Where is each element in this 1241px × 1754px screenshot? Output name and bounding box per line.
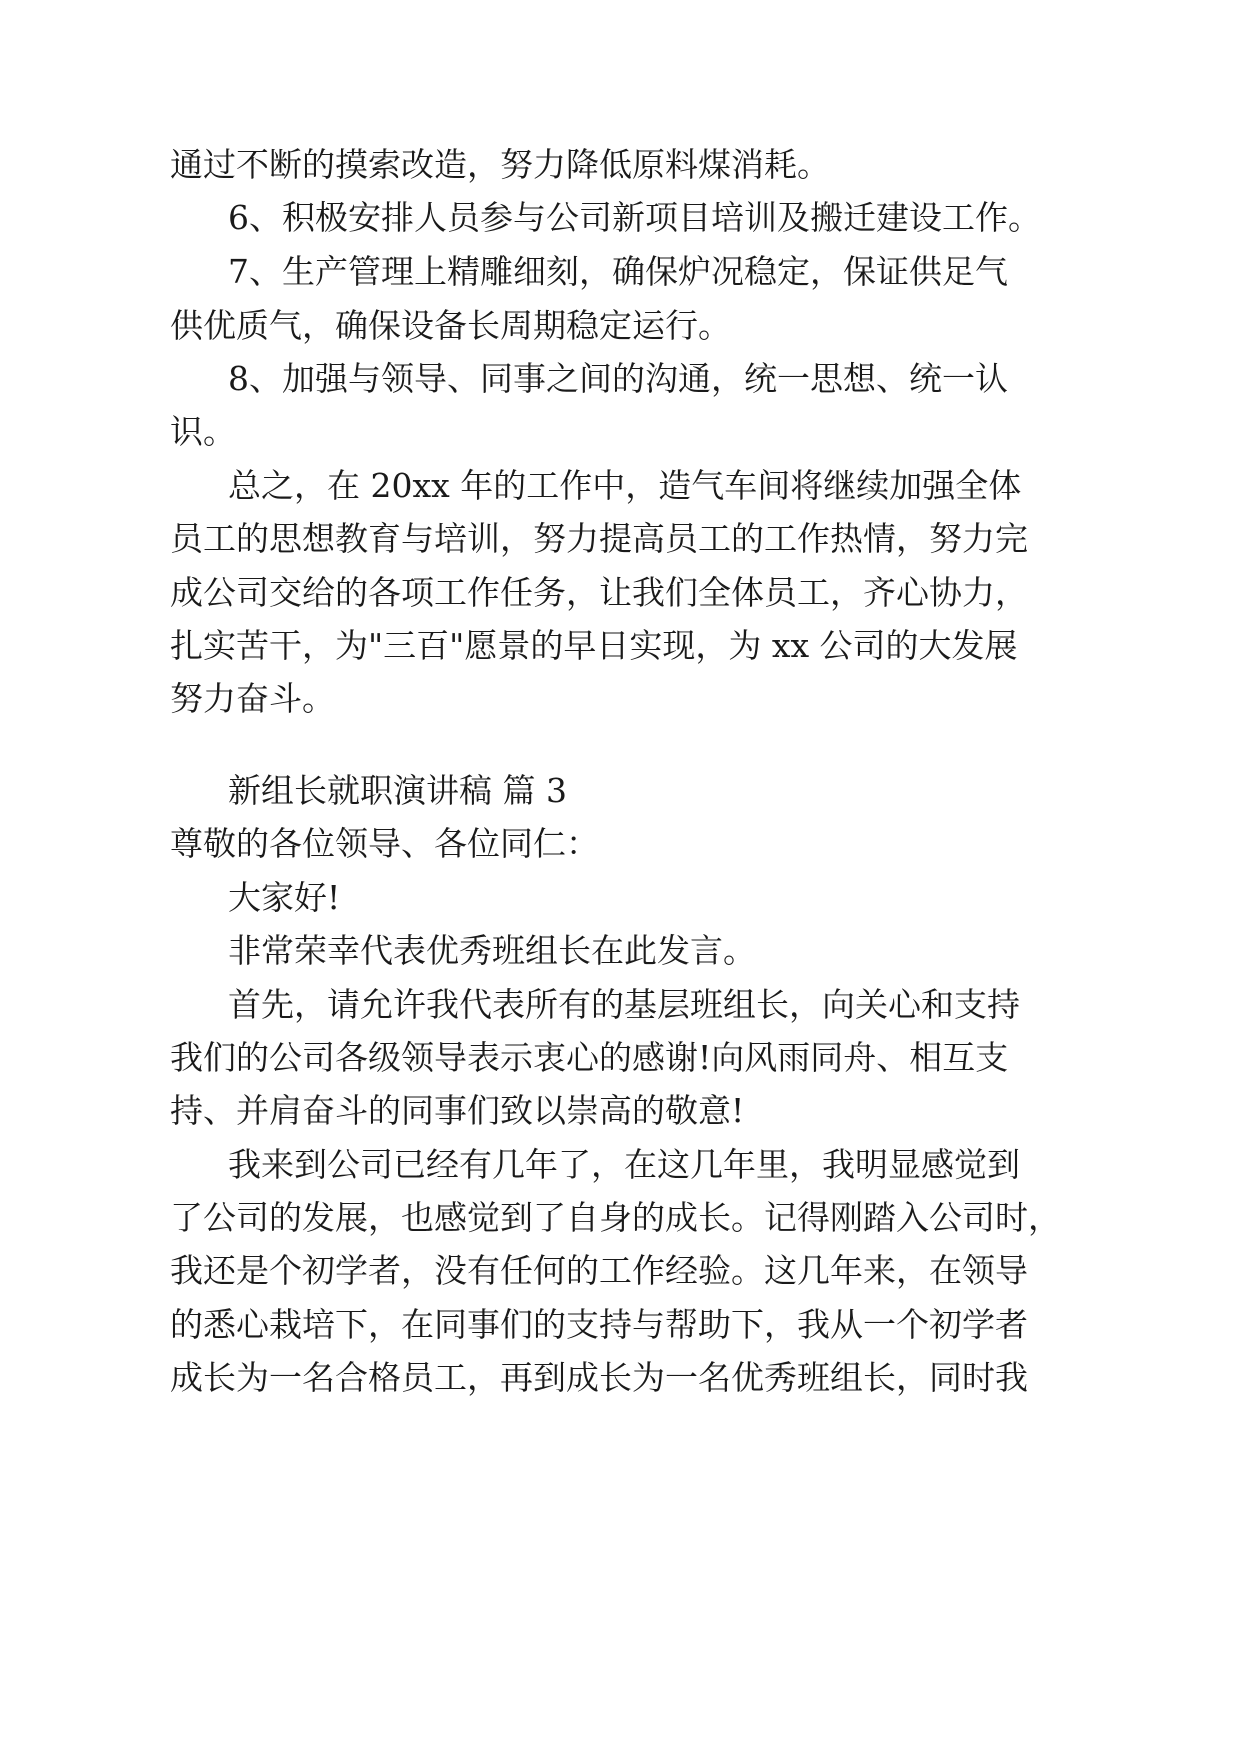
text-line: 了公司的发展，也感觉到了自身的成长。记得刚踏入公司时，: [170, 1198, 1061, 1237]
text-line: 成公司交给的各项工作任务，让我们全体员工，齐心协力，: [170, 573, 1028, 612]
section-heading: 新组长就职演讲稿 篇 3: [228, 771, 567, 810]
text-line: 努力奋斗。: [170, 679, 335, 718]
text-line: 大家好!: [228, 878, 341, 917]
text-line: 的悉心栽培下，在同事们的支持与帮助下，我从一个初学者: [170, 1305, 1028, 1344]
text-line: 成长为一名合格员工，再到成长为一名优秀班组长，同时我: [170, 1358, 1028, 1397]
text-line: 持、并肩奋斗的同事们致以崇高的敬意!: [170, 1091, 745, 1130]
text-line: 我还是个初学者，没有任何的工作经验。这几年来，在领导: [170, 1251, 1028, 1290]
text-line: 识。: [170, 412, 236, 451]
text-line: 员工的思想教育与培训，努力提高员工的工作热情，努力完: [170, 519, 1028, 558]
text-line: 我们的公司各级领导表示衷心的感谢!向风雨同舟、相互支: [170, 1038, 1009, 1077]
text-line: 通过不断的摸索改造，努力降低原料煤消耗。: [170, 145, 830, 184]
text-line: 8、加强与领导、同事之间的沟通，统一思想、统一认: [228, 359, 1008, 398]
salutation: 尊敬的各位领导、各位同仁：: [170, 824, 599, 863]
text-line: 6、积极安排人员参与公司新项目培训及搬迁建设工作。: [228, 198, 1041, 237]
text-line: 7、生产管理上精雕细刻，确保炉况稳定，保证供足气: [228, 252, 1008, 291]
text-line: 首先，请允许我代表所有的基层班组长，向关心和支持: [228, 985, 1020, 1024]
text-line: 扎实苦干，为"三百"愿景的早日实现，为 xx 公司的大发展: [170, 626, 1018, 665]
text-line: 我来到公司已经有几年了，在这几年里，我明显感觉到: [228, 1145, 1020, 1184]
text-line: 供优质气，确保设备长周期稳定运行。: [170, 306, 731, 345]
text-line: 总之，在 20xx 年的工作中，造气车间将继续加强全体: [228, 466, 1022, 505]
text-line: 非常荣幸代表优秀班组长在此发言。: [228, 931, 756, 970]
